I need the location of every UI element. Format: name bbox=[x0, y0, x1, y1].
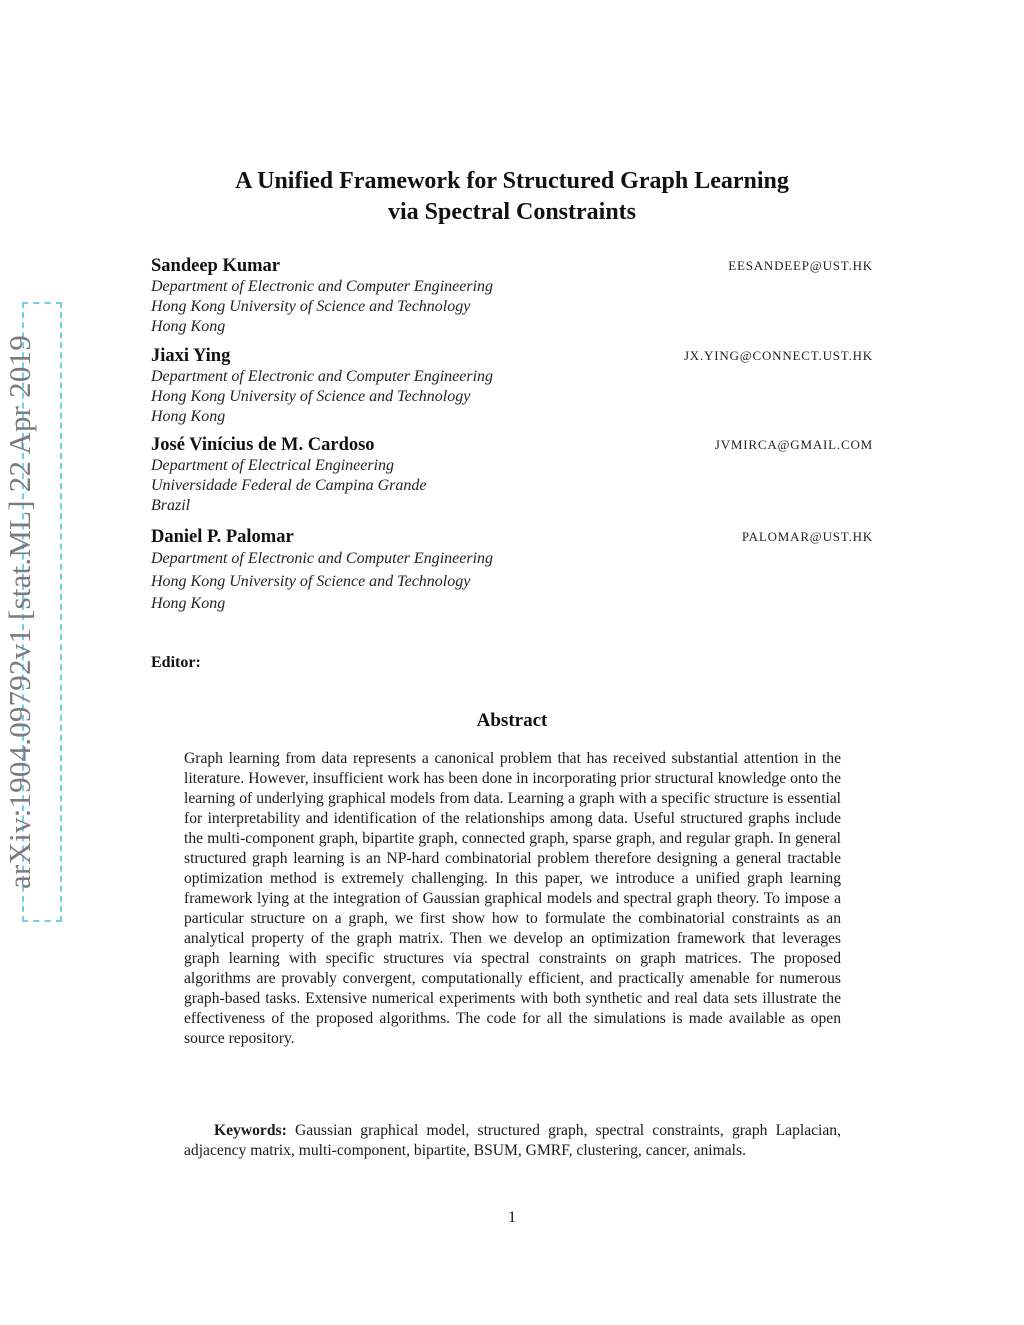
author-name: Sandeep Kumar bbox=[151, 256, 281, 276]
author-email[interactable]: PALOMAR@UST.HK bbox=[741, 529, 873, 544]
keywords-label: Keywords: bbox=[214, 1122, 287, 1139]
author-location: Brazil bbox=[151, 497, 191, 514]
author-department: Department of Electronic and Computer Engineering bbox=[151, 550, 494, 567]
keywords-paragraph bbox=[184, 1121, 841, 1161]
author-department: Department of Electrical Engineering bbox=[151, 457, 395, 474]
abstract-text: Graph learning from data represents a canonical problem that has received substantial attention in the literature. However, insufficient work has been done in incorporating prior structural knowledge onto the learning of underlying graphical models from data. Learning a graph with a specific structure is essential for interpretability and identification of the relationships among data. Useful structured graphs include the multi-component graph, bipartite graph, connected graph, sparse graph, and regular graph. In general structured graph learning is an NP-hard combinatorial problem therefore designing a general tractable optimization method is extremely challenging. In this paper, we introduce a unified graph learning framework lying at the integration of Gaussian graphical models and spectral graph theory. To impose a particular structure on a graph, we first show how to formulate the combinatorial constraints as an analytical property of the graph matrix. Then we develop an optimization framework that leverages graph learning with specific structures via spectral constraints on graph matrices. The proposed algorithms are provably convergent, computationally efficient, and practically amenable for numerous graph-based tasks. Extensive numerical experiments with both synthetic and real data sets illustrate the effectiveness of the proposed algorithms. The code for all the simulations is made available as open source repository. bbox=[184, 750, 841, 1047]
author-block-2 bbox=[151, 345, 873, 427]
keywords-text: Gaussian graphical model, structured graph, spectral constraints, graph Laplacian, adjacency matrix, multi-component, bipartite, BSUM, GMRF, clustering, cancer, animals. bbox=[184, 1122, 841, 1159]
author-name: José Vinícius de M. Cardoso bbox=[151, 435, 375, 455]
author-name: Daniel P. Palomar bbox=[151, 527, 294, 547]
author-block-3 bbox=[151, 434, 873, 516]
editor-label: Editor: bbox=[151, 654, 201, 671]
author-institution: Universidade Federal de Campina Grande bbox=[151, 477, 427, 494]
title-line-2: via Spectral Constraints bbox=[388, 199, 636, 225]
author-department: Department of Electronic and Computer Engineering bbox=[151, 368, 494, 385]
author-name: Jiaxi Ying bbox=[151, 346, 231, 366]
paper-title bbox=[0, 166, 1024, 228]
author-location: Hong Kong bbox=[151, 595, 226, 612]
author-location: Hong Kong bbox=[151, 408, 226, 425]
page-number: 1 bbox=[508, 1209, 516, 1226]
author-institution: Hong Kong University of Science and Technology bbox=[151, 388, 471, 405]
author-block-1 bbox=[151, 255, 873, 337]
author-institution: Hong Kong University of Science and Technology bbox=[151, 298, 471, 315]
author-email[interactable]: EESANDEEP@UST.HK bbox=[728, 258, 873, 273]
author-department: Department of Electronic and Computer Engineering bbox=[151, 278, 494, 295]
title-line-1: A Unified Framework for Structured Graph Learning bbox=[235, 168, 789, 194]
arxiv-stamp-text[interactable]: arXiv:1904.09792v1 [stat.ML] 22 Apr 2019 bbox=[2, 335, 37, 889]
abstract-heading: Abstract bbox=[476, 710, 548, 731]
author-institution: Hong Kong University of Science and Technology bbox=[151, 572, 471, 590]
author-email[interactable]: JX.YING@CONNECT.UST.HK bbox=[683, 348, 873, 363]
author-email[interactable]: JVMIRCA@GMAIL.COM bbox=[714, 437, 873, 452]
author-location: Hong Kong bbox=[151, 318, 226, 335]
author-block-4 bbox=[151, 526, 873, 616]
